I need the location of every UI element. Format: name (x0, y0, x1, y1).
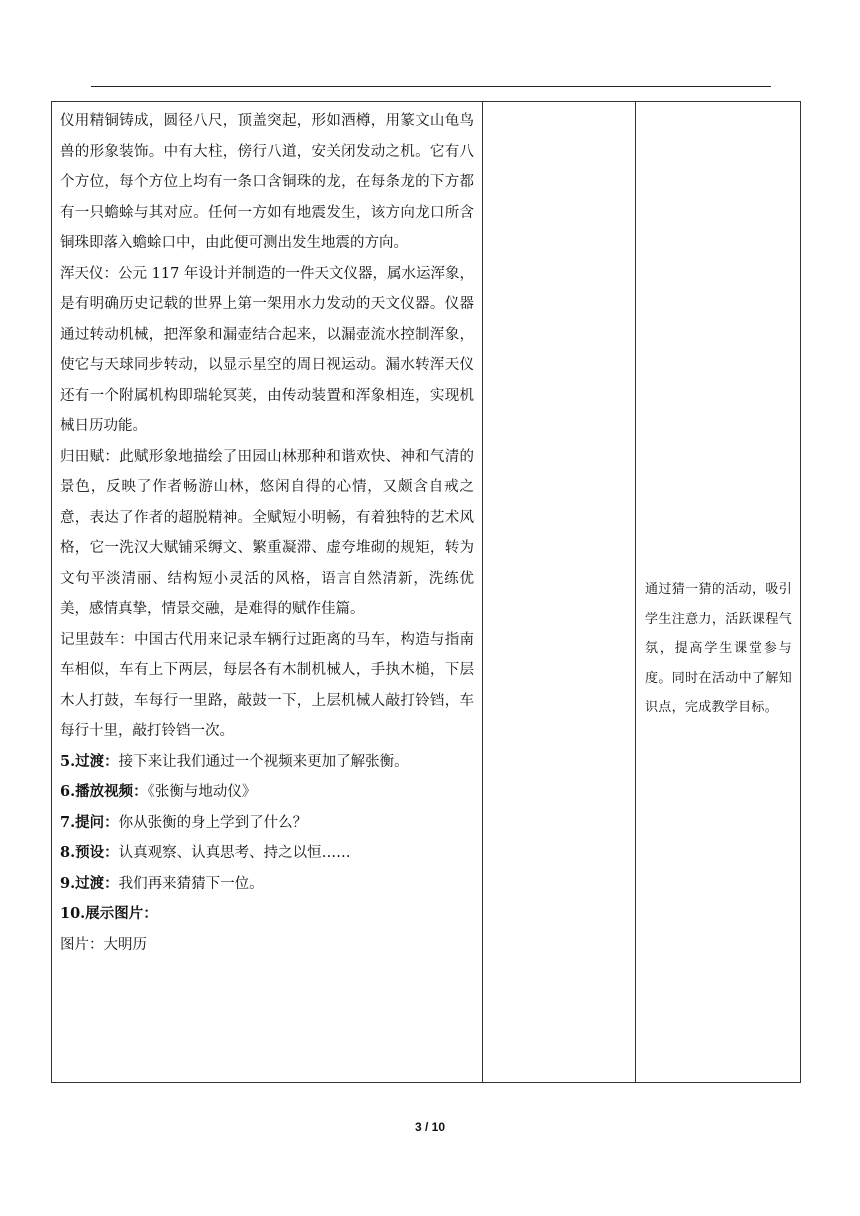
odometer-cart-description: 记里鼓车：中国古代用来记录车辆行过距离的马车，构造与指南车相似，车有上下两层，每层各有木制机械人，手执木槌，下层木人打鼓，车每行一里路，敲鼓一下，上层机械人敲打铃铛，车每行十里，敲打铃铛一次。 (60, 631, 474, 739)
step-label: 8.预设： (60, 844, 119, 861)
design-intent-text: 通过猜一猜的活动，吸引学生注意力，活跃课程气氛，提高学生课堂参与度。同时在活动中了解知识点，完成教学目标。 (645, 582, 792, 715)
header-rule (91, 86, 771, 87)
step-label: 10.展示图片： (60, 905, 158, 922)
teaching-process-text (52, 102, 482, 960)
step-label: 6.播放视频： (60, 783, 148, 800)
student-activity-cell (483, 102, 636, 1083)
step-9 (60, 869, 474, 900)
teaching-process-cell (52, 102, 483, 1083)
step-text: 认真观察、认真思考、持之以恒…… (118, 845, 351, 861)
step-10 (60, 899, 474, 930)
page-number: 3 / 10 (414, 1120, 446, 1134)
image-caption: 图片：大明历 (60, 936, 147, 953)
guitianfu-description: 归田赋：此赋形象地描绘了田园山林那种和谐欢快、神和气清的景色，反映了作者畅游山林，悠闲自得的心情，又颇含自戒之意，表达了作者的超脱精神。全赋短小明畅，有着独特的艺术风格，它一洗汉大赋铺采缛文、繁重凝滞、虚夸堆砌的规矩，转为文句平淡清丽、结构短小灵活的风格，语言自然清新，洗练优美，感情真挚，情景交融，是难得的赋作佳篇。 (60, 448, 474, 617)
lesson-plan-table (51, 101, 801, 1083)
table-row (52, 102, 801, 1083)
step-text: 接下来让我们通过一个视频来更加了解张衡。 (118, 753, 409, 770)
step-text: 我们再来猜猜下一位。 (118, 875, 264, 892)
step-text: 你从张衡的身上学到了什么？ (118, 814, 308, 831)
step-label: 7.提问： (60, 813, 119, 831)
step-label: 5.过渡： (60, 752, 119, 770)
armillary-sphere-description: 浑天仪：公元 117 年设计并制造的一件天文仪器，属水运浑象，是有明确历史记载的世界上第一架用水力发动的天文仪器。仪器通过转动机械，把浑象和漏壶结合起来，以漏壶流水控制浑象，使它与天球同步转动，以显示星空的周日视运动。漏水转浑天仪还有一个附属机构即瑞轮冥荚，由传动装置和浑象相连，实现机械日历功能。 (60, 265, 474, 434)
seismograph-description: 仪用精铜铸成，圆径八尺，顶盖突起，形如酒樽，用篆文山龟鸟兽的形象装饰。中有大柱，傍行八道，安关闭发动之机。它有八个方位，每个方位上均有一条口含铜珠的龙，在每条龙的下方都有一只蟾蜍与其对应。任何一方如有地震发生，该方向龙口所含铜珠即落入蟾蜍口中，由此便可测出发生地震的方向。 (60, 113, 474, 251)
step-label: 9.过渡： (60, 874, 119, 892)
step-7 (60, 808, 474, 839)
step-text: 《张衡与地动仪》 (147, 784, 257, 800)
design-intent-cell (636, 102, 801, 1083)
step-5 (60, 747, 474, 778)
step-6 (60, 777, 474, 808)
step-8 (60, 838, 474, 869)
